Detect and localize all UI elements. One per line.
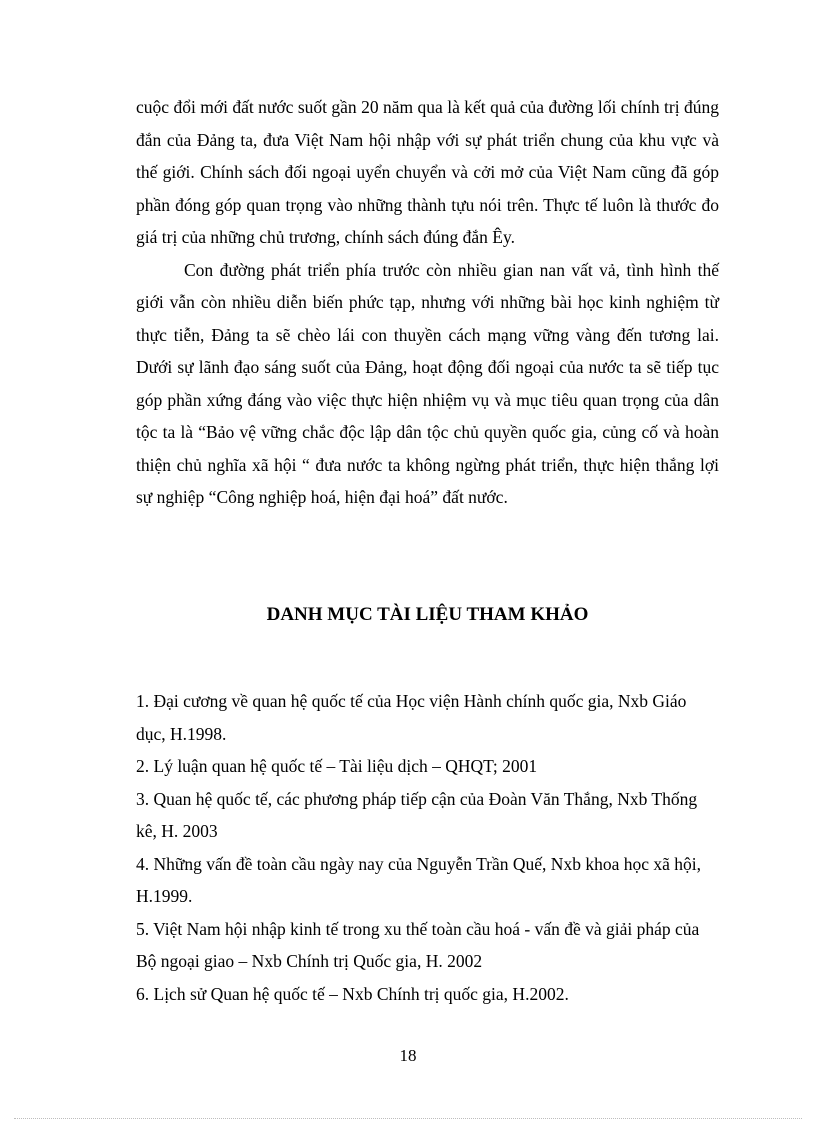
references-heading: DANH MỤC TÀI LIỆU THAM KHẢO [266, 604, 589, 625]
reference-item: 2. Lý luận quan hệ quốc tế – Tài liệu dịch – QHQT; 2001 [136, 756, 538, 776]
paragraph-conclusion-continued: cuộc đổi mới đất nước suốt gần 20 năm qua là kết quả của đường lối chính trị đúng đắn của Đảng ta, đưa Việt Nam hội nhập với sự phát triển chung của khu vực và thế giới. Chính sách đối ngoại uyển chuyển và cởi mở của Việt Nam cũng đã góp phần đóng góp quan trọng vào những thành tựu nói trên. Thực tế luôn là thước đo giá trị của những chủ trương, chính sách đúng đắn Êy. [136, 97, 719, 247]
reference-item: 3. Quan hệ quốc tế, các phương pháp tiếp cận của Đoàn Văn Thắng, Nxb Thống kê, H. 2003 [136, 788, 698, 841]
paragraph-future-outlook: Con đường phát triển phía trước còn nhiều gian nan vất vả, tình hình thế giới vẫn còn nhiều diễn biến phức tạp, nhưng với những bài học kinh nghiệm từ thực tiễn, Đảng ta sẽ chèo lái con thuyền cách mạng vững vàng đến tương lai. Dưới sự lãnh đạo sáng suốt của Đảng, hoạt động đối ngoại của nước ta sẽ tiếp tục góp phần xứng đáng vào việc thực hiện nhiệm vụ và mục tiêu quan trọng của dân tộc ta là “Bảo vệ vững chắc độc lập dân tộc chủ quyền quốc gia, củng cố và hoàn thiện chủ nghĩa xã hội “ đưa nước ta không ngừng phát triển, thực hiện thắng lợi sự nghiệp “Công nghiệp hoá, hiện đại hoá” đất nước. [136, 259, 719, 507]
references-list [136, 685, 719, 1010]
page-number: 18 [399, 1046, 417, 1065]
reference-item: 1. Đại cương về quan hệ quốc tế của Học viện Hành chính quốc gia, Nxb Giáo dục, H.1998. [136, 691, 687, 744]
reference-item: 5. Việt Nam hội nhập kinh tế trong xu thế toàn cầu hoá - vấn đề và giải pháp của Bộ ngoại giao – Nxb Chính trị Quốc gia, H. 2002 [136, 918, 700, 971]
body-text [136, 91, 719, 514]
reference-item: 6. Lịch sử Quan hệ quốc tế – Nxb Chính trị quốc gia, H.2002. [136, 983, 569, 1004]
reference-item: 4. Những vấn đề toàn cầu ngày nay của Nguyễn Trần Quế, Nxb khoa học xã hội, H.1999. [136, 853, 701, 906]
page-bottom-divider [14, 1118, 802, 1119]
